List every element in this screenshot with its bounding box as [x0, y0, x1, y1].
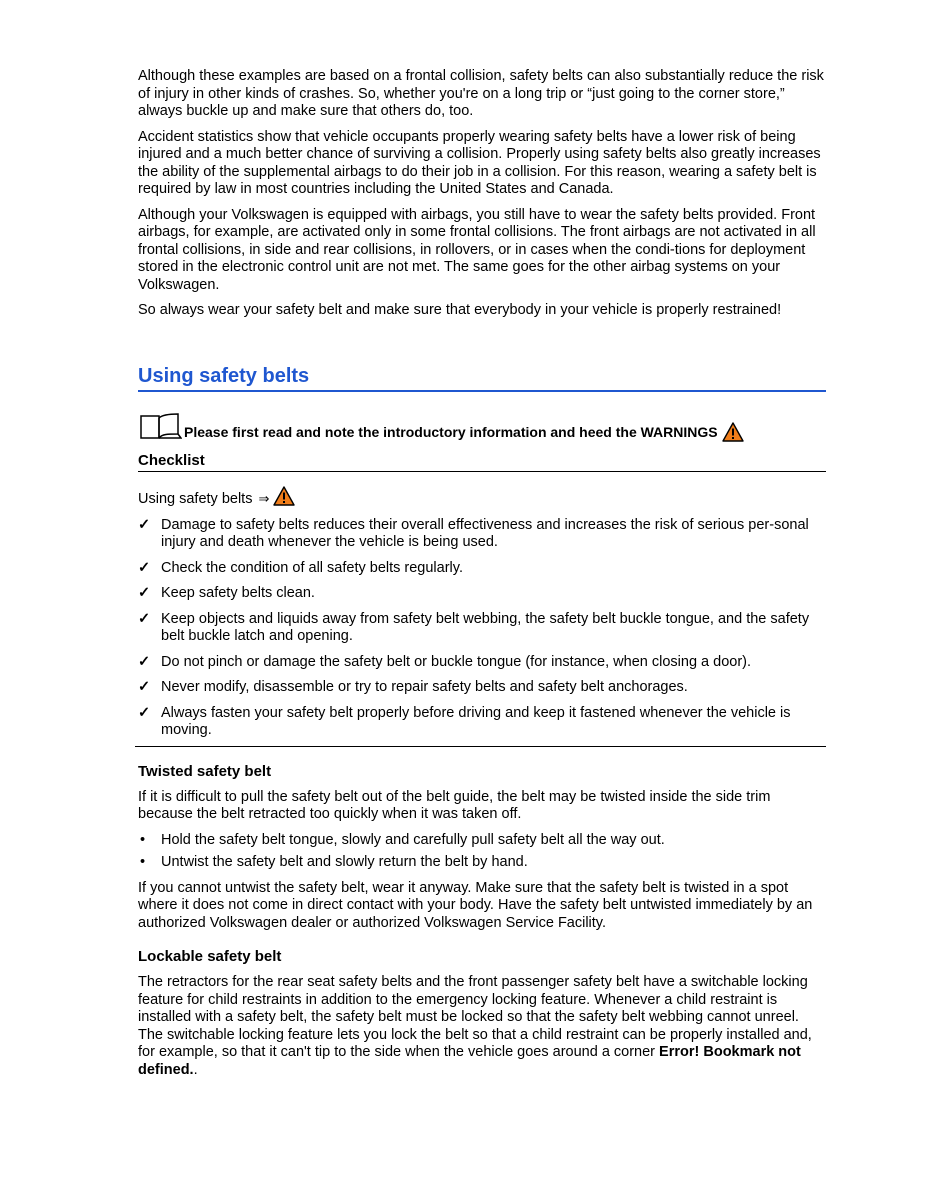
- read-note: [138, 412, 826, 442]
- checkmark-icon: ✓: [138, 516, 151, 533]
- intro-paragraph-4: So always wear your safety belt and make sure that everybody in your vehicle is properly restrained!: [138, 302, 782, 318]
- arrow-icon: ⇒: [258, 491, 270, 506]
- book-icon: [138, 412, 182, 442]
- list-item: [138, 517, 826, 552]
- list-item: [138, 705, 826, 740]
- twisted-belt-paragraph-2: If you cannot untwist the safety belt, wear it anyway. Make sure that the safety belt is twisted in a spot where it does not come in direct contact with your body. Have the safety belt untwisted immediately by an authorized Volkswagen dealer or authorized Volkswagen Service Facility.: [138, 879, 813, 931]
- intro-paragraph-3: Although your Volkswagen is equipped with airbags, you still have to wear the safety belts provided. Front airbags, for example, are activated only in some frontal collisions. The front airbags are not activated in all frontal collisions, in side and rear collisions, in rollovers, or in cases when the condi-tions for deployment stored in the electronic control unit are not met. The same goes for the other airbag systems on your Volkswagen.: [138, 206, 816, 293]
- twisted-belt-steps: [138, 832, 826, 872]
- list-item: [138, 611, 826, 646]
- bookmark-error-text: Error! Bookmark not defined.: [138, 1044, 801, 1078]
- warning-triangle-icon[interactable]: [722, 422, 744, 442]
- twisted-belt-heading: Twisted safety belt: [138, 762, 272, 780]
- list-item: [138, 585, 826, 603]
- read-note-text: Please first read and note the introductory information and heed the WARNINGS: [184, 424, 718, 440]
- list-item-text: Never modify, disassemble or try to repair safety belts and safety belt anchorages.: [161, 679, 688, 695]
- lockable-belt-heading: Lockable safety belt: [138, 948, 282, 965]
- checkmark-icon: ✓: [138, 585, 151, 601]
- checkmark-icon: ✓: [138, 559, 151, 576]
- list-item: [138, 854, 826, 872]
- list-item-text: Check the condition of all safety belts regularly.: [161, 559, 463, 576]
- lockable-belt-paragraph: [138, 974, 826, 1079]
- list-item: [138, 679, 826, 697]
- list-item: [138, 832, 826, 850]
- bullet-icon: •: [140, 831, 146, 848]
- lockable-belt-text: The retractors for the rear seat safety belts and the front passenger safety belt have a switchable locking feature for child restraints in addition to the emergency locking feature. Whenever a child restraint is installed with a safety belt, the safety belt must be locked so that the safety belt webbing cannot unreel. The switchable locking feature lets you lock the belt so that a child restraint can be properly installed and, for example, so that it can't tip to the side when the vehicle goes around a corner: [138, 974, 812, 1060]
- list-item: [138, 654, 826, 672]
- checkmark-icon: ✓: [138, 704, 151, 721]
- list-item-text: Keep safety belts clean.: [161, 585, 315, 601]
- checkmark-icon: ✓: [138, 679, 151, 695]
- checkmark-icon: ✓: [138, 653, 151, 670]
- list-item-text: Keep objects and liquids away from safety belt webbing, the safety belt buckle tongue, and the safety belt buckle latch and opening.: [161, 610, 810, 644]
- warning-triangle-icon[interactable]: [273, 486, 295, 506]
- checkmark-icon: ✓: [138, 610, 151, 627]
- list-item-text: Do not pinch or damage the safety belt or buckle tongue (for instance, when closing a door).: [161, 653, 752, 670]
- section-title: Using safety belts: [138, 364, 826, 392]
- list-item-text: Untwist the safety belt and slowly return the belt by hand.: [161, 854, 528, 870]
- list-item: [138, 560, 826, 578]
- intro-paragraph-1: Although these examples are based on a frontal collision, safety belts can also substantially reduce the risk of injury in other kinds of crashes. So, whether you're on a long trip or “just going to the corner store,” always buckle up and make sure that others do, too.: [138, 68, 824, 119]
- bullet-icon: •: [140, 854, 146, 870]
- list-item-text: Always fasten your safety belt properly before driving and keep it fastened whenever the vehicle is moving.: [161, 704, 791, 738]
- page-content: [138, 68, 826, 1087]
- list-item-text: Hold the safety belt tongue, slowly and carefully pull safety belt all the way out.: [161, 831, 665, 848]
- intro-paragraph-2: Accident statistics show that vehicle occupants properly wearing safety belts have a lower risk of being injured and a much better chance of surviving a collision. Properly using safety belts also greatly increases the ability of the supplemental airbags to do their job in a collision. For this reason, wearing a safety belt is required by law in most countries including the United States and Canada.: [138, 128, 821, 197]
- twisted-belt-paragraph-1: If it is difficult to pull the safety belt out of the belt guide, the belt may be twisted inside the side trim because the belt retracted too quickly when it was taken off.: [138, 788, 771, 822]
- list-item-text: Damage to safety belts reduces their overall effectiveness and increases the risk of serious per-sonal injury and death whenever the vehicle is being used.: [161, 516, 809, 550]
- checklist: [138, 517, 826, 740]
- checklist-heading: Checklist: [138, 452, 826, 473]
- lockable-belt-tail: .: [193, 1061, 198, 1078]
- checklist-intro: [138, 486, 826, 509]
- checklist-intro-text: Using safety belts: [138, 491, 253, 507]
- checklist-end-divider: [135, 746, 826, 747]
